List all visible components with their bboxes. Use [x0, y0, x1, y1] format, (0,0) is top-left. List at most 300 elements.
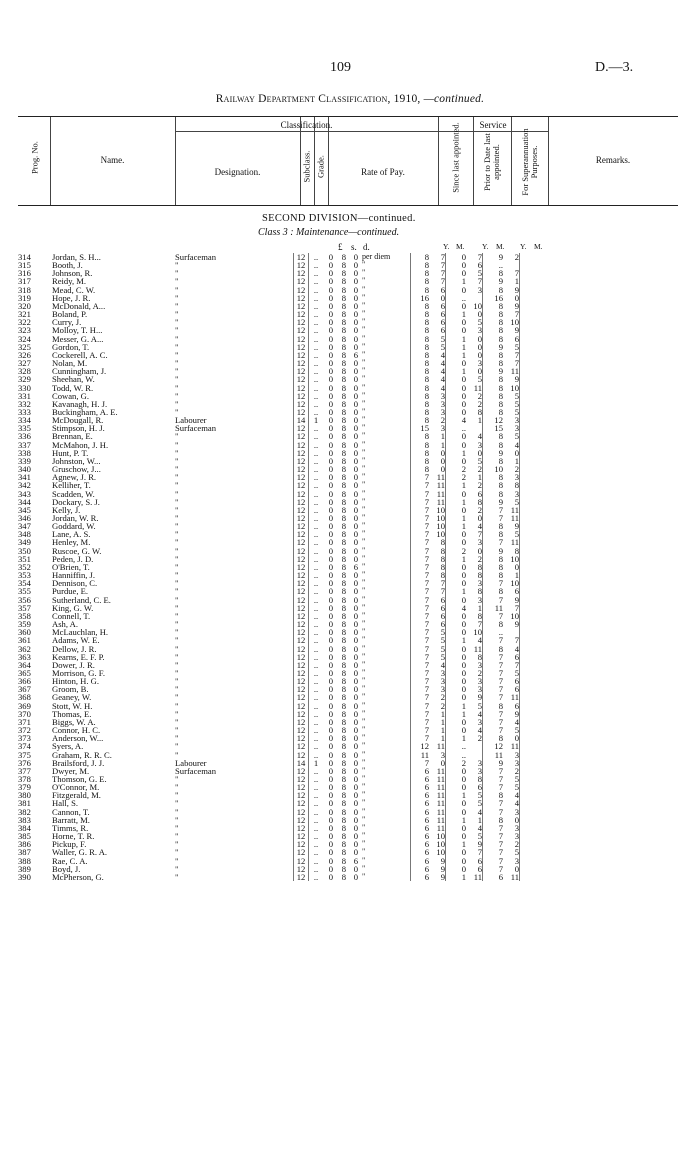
cell-grade: .. — [309, 873, 324, 881]
cell-pay-pounds: 0 — [328, 594, 333, 605]
cell-prior-years: .. — [446, 742, 467, 750]
cell-pay-unit: " — [362, 774, 366, 783]
cell-pay-pence: 0 — [353, 774, 358, 784]
cell-since-months: 11 — [436, 480, 445, 491]
cell-name: King, G. W. — [52, 602, 94, 613]
cell-name: Purdue, E. — [52, 586, 89, 597]
cell-prior-years: 1 — [446, 481, 467, 489]
cell-prior-months: 8 — [477, 406, 482, 417]
cell-super-years: 8 — [483, 400, 504, 408]
cell-name: Molloy, T. H... — [52, 325, 103, 336]
cell-designation: " — [175, 806, 179, 817]
cell-since-years: 7 — [411, 596, 430, 604]
cell-prior-months: 2 — [477, 464, 482, 475]
cell-prior-years: 0 — [446, 612, 467, 620]
cell-designation: " — [175, 292, 179, 303]
cell-prior-years: 0 — [446, 693, 467, 701]
cell-super-years: 9 — [483, 498, 504, 506]
cell-super-years: 9 — [483, 343, 504, 351]
cell-pay-pounds: 0 — [328, 774, 333, 784]
cell-prior-months: 3 — [477, 325, 482, 336]
cell-since-years: 7 — [411, 620, 430, 628]
cell-designation: " — [175, 700, 179, 711]
unit-pound: £ — [338, 242, 343, 252]
cell-designation: " — [175, 790, 179, 801]
cell-name: Brennan, E. — [52, 431, 93, 442]
cell-pay-unit: " — [362, 594, 366, 604]
cell-subclass: 12 — [294, 791, 309, 799]
cell-pay-shillings: 8 — [341, 757, 346, 768]
cell-super-years: 7 — [483, 783, 504, 791]
cell-super-months: 2 — [514, 765, 519, 776]
cell-prior-months: 4 — [477, 708, 482, 719]
cell-name: O'Connor, M. — [52, 782, 100, 793]
cell-pay-pounds: 0 — [328, 749, 333, 760]
cell-prior-months: 3 — [477, 716, 482, 727]
cell-prior-months: 5 — [477, 790, 482, 801]
cell-pay-pounds: 0 — [328, 586, 333, 597]
cell-prog-no: 339 — [18, 455, 31, 466]
cell-grade: .. — [309, 530, 324, 538]
cell-name: Curry, J. — [52, 317, 82, 328]
cell-super-months: 8 — [514, 545, 519, 556]
cell-pay-pounds: 0 — [328, 333, 333, 344]
cell-pay-unit: " — [362, 341, 366, 351]
cell-since-years: 7 — [411, 628, 430, 636]
cell-pay-pounds: 0 — [328, 610, 333, 621]
cell-grade: .. — [309, 335, 324, 343]
cell-designation: " — [175, 284, 179, 295]
cell-pay-shillings: 8 — [341, 300, 346, 311]
cell-super-years: 7 — [483, 718, 504, 726]
cell-grade: .. — [309, 645, 324, 653]
cell-pay-pence: 0 — [353, 333, 358, 344]
cell-name: Thomson, G. E. — [52, 774, 107, 784]
cell-remarks — [520, 628, 611, 636]
cell-grade: .. — [309, 506, 324, 514]
cell-remarks — [520, 579, 611, 587]
cell-since-months: 1 — [440, 725, 445, 736]
cell-since-years: 7 — [411, 653, 430, 661]
cell-since-years: 8 — [411, 343, 430, 351]
cell-subclass: 12 — [294, 824, 309, 832]
cell-designation: " — [175, 366, 179, 377]
classification-table — [18, 253, 610, 881]
unit-m3: M. — [534, 242, 543, 251]
cell-pay-pence: 0 — [353, 863, 358, 874]
cell-designation: " — [175, 814, 179, 825]
cell-designation: " — [175, 529, 179, 540]
cell-designation: " — [175, 537, 179, 548]
cell-prior-years: 1 — [446, 335, 467, 343]
cell-prog-no: 364 — [18, 659, 31, 670]
cell-super-years: 7 — [483, 865, 504, 873]
cell-remarks — [520, 522, 611, 530]
cell-pay-pounds: 0 — [328, 504, 333, 515]
cell-super-months: 7 — [514, 309, 519, 320]
cell-grade: .. — [309, 832, 324, 840]
cell-prior-months — [466, 742, 483, 750]
cell-pay-pence: 6 — [353, 855, 358, 866]
cell-prior-years: 0 — [446, 653, 467, 661]
cell-designation: " — [175, 561, 179, 572]
cell-subclass: 12 — [294, 579, 309, 587]
title-main: Railway Department Classification, 1910 — [215, 93, 418, 105]
cell-prog-no: 378 — [18, 774, 31, 784]
cell-subclass: 12 — [294, 693, 309, 701]
cell-prior-years: 0 — [446, 261, 467, 269]
cell-pay-unit: " — [362, 847, 366, 857]
cell-pay-unit: " — [362, 871, 366, 881]
cell-name: McMahon, J. H. — [52, 439, 109, 450]
cell-name: Henley, M. — [52, 537, 91, 548]
cell-prior-months: 11 — [473, 382, 482, 393]
cell-super-months: 2 — [514, 252, 519, 262]
cell-grade: 1 — [309, 759, 324, 767]
cell-super-months: 3 — [514, 423, 519, 434]
cell-super-months: 9 — [514, 300, 519, 311]
cell-pay-shillings: 8 — [341, 349, 346, 360]
cell-super-years: 16 — [483, 294, 504, 302]
unit-m1: M. — [456, 242, 465, 251]
cell-pay-unit: " — [362, 276, 366, 286]
cell-subclass: 12 — [294, 775, 309, 783]
cell-super-years: 8 — [483, 335, 504, 343]
cell-remarks — [520, 571, 611, 579]
cell-pay-shillings: 8 — [341, 643, 346, 654]
cell-pay-unit: " — [362, 839, 366, 849]
cell-pay-shillings: 8 — [341, 594, 346, 605]
cell-name: Gordon, T. — [52, 341, 90, 352]
cell-super-months: 7 — [514, 268, 519, 279]
cell-remarks — [520, 873, 611, 881]
cell-super-months: 10 — [510, 553, 519, 564]
cell-designation: " — [175, 684, 179, 695]
cell-prior-years: 0 — [446, 808, 467, 816]
cell-remarks — [520, 253, 611, 261]
cell-name: Johnson, R. — [52, 268, 93, 279]
cell-prior-years: 0 — [446, 620, 467, 628]
cell-super-years: 8 — [483, 286, 504, 294]
cell-subclass: 12 — [294, 547, 309, 555]
cell-subclass: 12 — [294, 261, 309, 269]
cell-designation: " — [175, 774, 179, 784]
cell-grade: .. — [309, 286, 324, 294]
cell-subclass: 12 — [294, 710, 309, 718]
cell-prior-years: 1 — [446, 277, 467, 285]
cell-pay-shillings: 8 — [341, 390, 346, 401]
cell-name: Fitzgerald, M. — [52, 790, 101, 801]
cell-super-years: 8 — [483, 408, 504, 416]
cell-super-years: 8 — [483, 473, 504, 481]
cell-name: Scadden, W. — [52, 488, 95, 499]
cell-designation: " — [175, 855, 179, 866]
cell-since-months: 6 — [440, 284, 445, 295]
cell-prior-months: 2 — [477, 667, 482, 678]
cell-pay-pounds: 0 — [328, 561, 333, 572]
cell-designation: " — [175, 651, 179, 662]
cell-pay-pence: 0 — [353, 619, 358, 630]
cell-since-years: 7 — [411, 547, 430, 555]
cell-pay-pounds: 0 — [328, 847, 333, 858]
cell-subclass: 12 — [294, 294, 309, 302]
cell-pay-pence: 0 — [353, 472, 358, 483]
cell-subclass: 12 — [294, 400, 309, 408]
cell-pay-unit: " — [362, 358, 366, 368]
cell-pay-shillings: 8 — [341, 488, 346, 499]
cell-designation: " — [175, 676, 179, 687]
cell-super-years: 12 — [483, 416, 504, 424]
unit-pence: d. — [363, 242, 370, 252]
cell-remarks — [520, 465, 611, 473]
cell-pay-pounds: 0 — [328, 284, 333, 295]
cell-name: Todd, W. R. — [52, 382, 94, 393]
cell-super-months: 5 — [514, 847, 519, 858]
cell-prior-months: 6 — [477, 260, 482, 271]
cell-pay-shillings: 8 — [341, 358, 346, 369]
cell-pay-shillings: 8 — [341, 325, 346, 336]
cell-since-months: 0 — [440, 292, 445, 303]
cell-since-months: 11 — [436, 822, 445, 833]
cell-designation: " — [175, 309, 179, 320]
cell-grade: .. — [309, 457, 324, 465]
cell-pay-unit: " — [362, 333, 366, 343]
cell-since-months: 6 — [440, 619, 445, 630]
cell-pay-unit: " — [362, 798, 366, 808]
cell-prior-years: .. — [446, 294, 467, 302]
cell-subclass: 12 — [294, 816, 309, 824]
cell-pay-pounds: 0 — [328, 300, 333, 311]
cell-super-years: 8 — [483, 375, 504, 383]
cell-prior-months: 1 — [477, 602, 482, 613]
cell-prog-no: 346 — [18, 513, 31, 523]
cell-since-years: 7 — [411, 612, 430, 620]
cell-designation: " — [175, 472, 179, 483]
cell-since-years: 6 — [411, 857, 430, 865]
cell-remarks — [520, 375, 611, 383]
cell-since-months: 3 — [440, 684, 445, 695]
cell-prior-months: 11 — [473, 643, 482, 654]
cell-pay-pounds: 0 — [328, 268, 333, 279]
cell-since-years: 8 — [411, 326, 430, 334]
cell-grade: .. — [309, 498, 324, 506]
cell-pay-unit: " — [362, 765, 366, 775]
cell-pay-pounds: 0 — [328, 488, 333, 499]
cell-pay-pence: 0 — [353, 708, 358, 719]
cell-subclass: 12 — [294, 530, 309, 538]
cell-since-years: 6 — [411, 840, 430, 848]
cell-prior-years: 0 — [446, 669, 467, 677]
cell-name: Hinton, H. G. — [52, 676, 100, 687]
cell-super-years: 7 — [483, 653, 504, 661]
cell-since-months: 10 — [436, 529, 445, 540]
cell-grade: .. — [309, 742, 324, 750]
cell-super-years: 11 — [483, 751, 504, 759]
cell-designation: " — [175, 725, 179, 736]
cell-prog-no: 367 — [18, 684, 31, 695]
cell-pay-pence: 0 — [353, 659, 358, 670]
cell-pay-shillings: 8 — [341, 455, 346, 466]
cell-prior-months: 10 — [473, 627, 482, 638]
cell-name: Connor, H. C. — [52, 725, 101, 736]
cell-pay-pounds: 0 — [328, 578, 333, 589]
cell-prog-no: 315 — [18, 260, 31, 271]
cell-since-years: 7 — [411, 563, 430, 571]
cell-pay-unit: " — [362, 447, 366, 457]
cell-since-years: 8 — [411, 416, 430, 424]
cell-super-months: 11 — [510, 513, 519, 523]
cell-prior-years: 0 — [446, 579, 467, 587]
cell-subclass: 12 — [294, 253, 309, 261]
cell-pay-pence: 0 — [353, 676, 358, 687]
cell-pay-unit: " — [362, 349, 366, 359]
cell-designation: " — [175, 513, 179, 523]
cell-pay-shillings: 8 — [341, 684, 346, 695]
cell-since-months: 6 — [440, 610, 445, 621]
cell-super-years: 7 — [483, 775, 504, 783]
cell-prior-years: 0 — [446, 302, 467, 310]
cell-designation: " — [175, 464, 179, 475]
cell-since-years: 6 — [411, 848, 430, 856]
cell-since-months: 7 — [440, 586, 445, 597]
cell-pay-unit: " — [362, 822, 366, 832]
cell-remarks — [520, 506, 611, 514]
cell-pay-unit: " — [362, 570, 366, 580]
cell-super-years: 7 — [483, 726, 504, 734]
cell-remarks — [520, 538, 611, 546]
cell-prog-no: 366 — [18, 676, 31, 687]
cell-designation: " — [175, 578, 179, 589]
cell-remarks — [520, 840, 611, 848]
cell-pay-shillings: 8 — [341, 806, 346, 817]
cell-prior-months: 5 — [477, 798, 482, 809]
cell-super-months: 10 — [510, 382, 519, 393]
cell-subclass: 12 — [294, 726, 309, 734]
cell-prior-years: 1 — [446, 522, 467, 530]
cell-subclass: 12 — [294, 857, 309, 865]
cell-prior-years: 0 — [446, 286, 467, 294]
cell-pay-shillings: 8 — [341, 317, 346, 328]
cell-super-months: 4 — [514, 643, 519, 654]
cell-remarks — [520, 400, 611, 408]
cell-subclass: 12 — [294, 351, 309, 359]
cell-remarks — [520, 514, 611, 522]
cell-prior-months: 3 — [477, 676, 482, 687]
cell-super-months: 10 — [510, 317, 519, 328]
cell-remarks — [520, 343, 611, 351]
cell-pay-pounds: 0 — [328, 798, 333, 809]
cell-super-months: 11 — [510, 692, 519, 703]
cell-grade: .. — [309, 424, 324, 432]
header-prior-to-date: Prior to Date last appointed. — [482, 133, 501, 191]
cell-pay-pounds: 0 — [328, 863, 333, 874]
cell-remarks — [520, 685, 611, 693]
cell-prior-years: 1 — [446, 310, 467, 318]
cell-super-years: 11 — [483, 604, 504, 612]
cell-prior-years: 0 — [446, 384, 467, 392]
cell-super-years: 7 — [483, 685, 504, 693]
cell-since-months: 4 — [440, 382, 445, 393]
cell-pay-shillings: 8 — [341, 586, 346, 597]
cell-pay-shillings: 8 — [341, 439, 346, 450]
cell-prior-years: 0 — [446, 269, 467, 277]
cell-prog-no: 355 — [18, 586, 31, 597]
cell-pay-unit: " — [362, 586, 366, 596]
cell-pay-pence: 0 — [353, 790, 358, 801]
cell-subclass: 12 — [294, 669, 309, 677]
cell-super-months: 5 — [514, 667, 519, 678]
cell-pay-pence: 0 — [353, 455, 358, 466]
cell-pay-pence: 0 — [353, 594, 358, 605]
cell-since-months: 5 — [440, 635, 445, 646]
cell-prior-years: 0 — [446, 457, 467, 465]
cell-pay-shillings: 8 — [341, 480, 346, 491]
cell-since-months: 4 — [440, 358, 445, 369]
cell-name: Cockerell, A. C. — [52, 349, 108, 360]
cell-subclass: 12 — [294, 612, 309, 620]
cell-subclass: 12 — [294, 742, 309, 750]
cell-name: Rae, C. A. — [52, 855, 88, 866]
cell-subclass: 12 — [294, 498, 309, 506]
cell-pay-pence: 0 — [353, 300, 358, 311]
cell-subclass: 12 — [294, 465, 309, 473]
cell-pay-shillings: 8 — [341, 464, 346, 475]
cell-prior-months: 8 — [477, 570, 482, 581]
cell-pay-unit: " — [362, 610, 366, 620]
cell-name: Anderson, W... — [52, 733, 104, 744]
cell-pay-pounds: 0 — [328, 643, 333, 654]
cell-prior-years: 0 — [446, 571, 467, 579]
cell-pay-shillings: 8 — [341, 847, 346, 858]
cell-pay-pounds: 0 — [328, 447, 333, 458]
cell-remarks — [520, 604, 611, 612]
cell-pay-pounds: 0 — [328, 382, 333, 393]
cell-pay-pounds: 0 — [328, 358, 333, 369]
cell-prior-years: 1 — [446, 498, 467, 506]
cell-pay-pounds: 0 — [328, 676, 333, 687]
cell-prior-years: 0 — [446, 392, 467, 400]
cell-pay-unit: " — [362, 472, 366, 482]
cell-super-months: 3 — [514, 806, 519, 817]
cell-designation: " — [175, 521, 179, 532]
cell-super-years: 7 — [483, 661, 504, 669]
cell-pay-pence: 0 — [353, 398, 358, 409]
cell-grade: .. — [309, 277, 324, 285]
cell-pay-unit: " — [362, 684, 366, 694]
cell-prog-no: 371 — [18, 716, 31, 727]
cell-since-years: 6 — [411, 816, 430, 824]
cell-remarks — [520, 857, 611, 865]
cell-since-years: 8 — [411, 261, 430, 269]
unit-y2: Y. — [482, 242, 489, 251]
cell-prior-months: 9 — [477, 839, 482, 850]
cell-grade: .. — [309, 620, 324, 628]
cell-since-months: 10 — [436, 504, 445, 515]
cell-since-years: 8 — [411, 277, 430, 285]
cell-grade: .. — [309, 547, 324, 555]
cell-pay-pounds: 0 — [328, 708, 333, 719]
cell-since-years: 8 — [411, 441, 430, 449]
cell-prior-months: 3 — [477, 284, 482, 295]
cell-remarks — [520, 775, 611, 783]
cell-super-years: 7 — [483, 808, 504, 816]
cell-pay-pounds: 0 — [328, 806, 333, 817]
cell-prior-months: 0 — [477, 366, 482, 377]
cell-since-months: 3 — [440, 406, 445, 417]
cell-name: Dellow, J. R. — [52, 643, 97, 654]
cell-super-years: 7 — [483, 669, 504, 677]
cell-prior-months: 3 — [477, 757, 482, 768]
